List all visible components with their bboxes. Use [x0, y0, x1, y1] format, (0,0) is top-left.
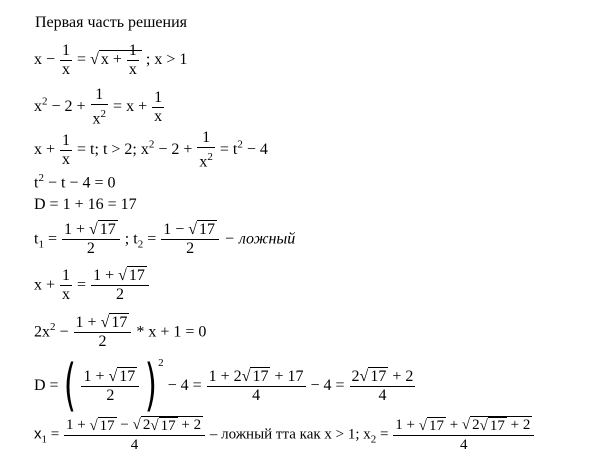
- equation-6: $t_1$ = $\frac{1 + √ 17}{2}$ ; $t_2$ = $\frac{1 - √ 17}{2}$ − ложный: [34, 221, 296, 258]
- equation-5: D = 1 + 16 = 17: [34, 196, 137, 213]
- fraction: $\frac{1 - √ 17}{2}$: [161, 221, 219, 258]
- equation-4: $t^2 - t - 4 = 0$: [34, 172, 116, 192]
- square-root: √ x + $\frac{1}{x}$: [90, 42, 142, 79]
- fraction: $\frac{1}{x^2}$: [199, 129, 213, 171]
- equation-2: $x^2 - 2$ + $\frac{1}{x^2}$ = x + $\frac{1}{x}$: [34, 86, 163, 128]
- fraction: $\frac{1}{x}$: [154, 88, 163, 125]
- fraction: $\frac{1}{x}$: [128, 42, 137, 78]
- fraction: $\frac{1}{x}$: [62, 131, 71, 168]
- equation-3: x + $\frac{1}{x}$ = t; t > 2; $x^2 - 2$ + $\frac{1}{x^2}$ = $t^2 - 4$: [34, 129, 268, 171]
- fraction: $\frac{1 + 2√ 17 + 17}{4}$: [208, 367, 304, 404]
- fraction: $\frac{2√ 17 + 2}{4}$: [351, 367, 414, 404]
- fraction: $\frac{1 + √ 17}{2}$: [91, 267, 149, 304]
- section-title: Первая часть решения: [35, 14, 188, 31]
- fraction: $\frac{1}{x}$: [62, 42, 71, 78]
- fraction: $\frac{1 + √ 17}{2}$: [62, 221, 120, 258]
- fraction: $\frac{1 + √ 17}{2}$: [74, 314, 132, 351]
- fraction: $\frac{1 + √ 17 - √ 2√ 17 + 2}{4}$: [64, 416, 205, 454]
- fraction: $\frac{1 + √ 17}{2}$: [81, 368, 139, 405]
- equation-9: D = ( $\frac{1 + √ 17}{2}$ )$^2$ − 4 = $\frac{1 + 2√ 17 + 17}{4}$ − 4 = $\frac{2√ 17 + 2}{4}$: [34, 353, 414, 419]
- equation-7: x + $\frac{1}{x}$ = $\frac{1 + √ 17}{2}$: [34, 267, 150, 304]
- fraction: $\frac{1 + √ 17 + √ 2√ 17 + 2}{4}$: [393, 416, 534, 454]
- fraction: $\frac{1}{x}$: [62, 267, 71, 304]
- equation-8: $2x^2$ − $\frac{1 + √ 17}{2}$ * x + 1 = 0: [34, 314, 207, 351]
- fraction: $\frac{1}{x^2}$: [92, 86, 107, 128]
- eq1-left: x −: [34, 51, 60, 69]
- equation-10: $x_1$ = $\frac{1 + √ 17 - √ 2√ 17 + 2}{4}$ – ложный тта как x > 1; $x_2$ = $\frac{1 + √ 17 + √ 2√ 17 + 2}{4}$: [34, 416, 535, 454]
- equation-1: x − $\frac{1}{x}$ = √ x + $\frac{1}{x}$ ; x > 1: [34, 42, 188, 78]
